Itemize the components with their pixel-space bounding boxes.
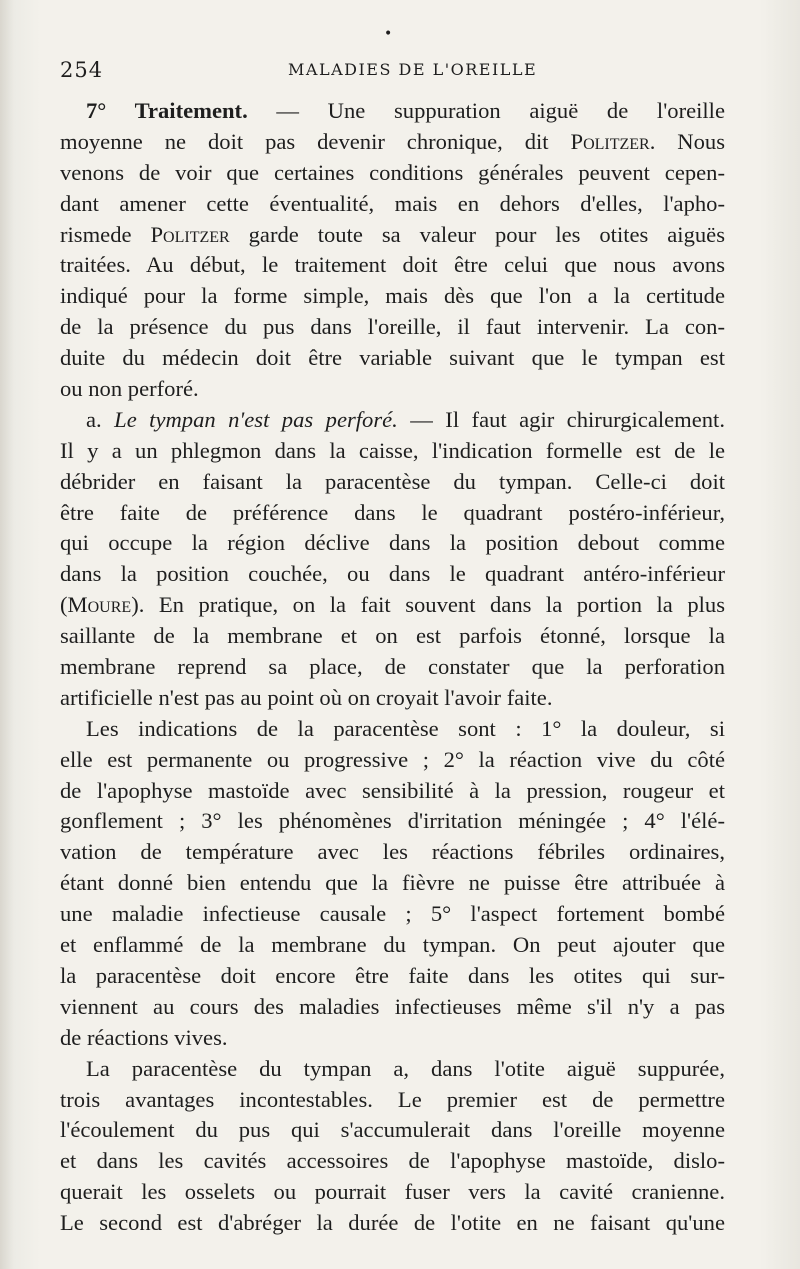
text-line: querait les osselets ou pourrait fuser vers la cavité cranienne. bbox=[60, 1179, 725, 1205]
text-line: La paracentèse du tympan a, dans l'otite aiguë suppurée, bbox=[86, 1055, 725, 1081]
section-heading: 7° Traitement. bbox=[86, 98, 248, 123]
text-fragment: ). En pratique, on la fait souvent dans la portion la plus bbox=[131, 592, 725, 618]
text-fragment: — Il faut agir chirurgicalement. bbox=[397, 406, 725, 432]
text-line bbox=[60, 590, 725, 621]
text-line: et enflammé de la membrane du tympan. On peut ajouter que bbox=[60, 932, 725, 958]
text-fragment: — Une suppuration aiguë de l'oreille bbox=[247, 98, 725, 123]
body-text bbox=[60, 96, 725, 1239]
text-line: dans la position couchée, ou dans le quadrant antéro-inférieur bbox=[60, 561, 725, 587]
text-fragment: . Nous bbox=[649, 128, 726, 154]
text-line: trois avantages incontestables. Le premier est de permettre bbox=[60, 1086, 725, 1112]
text-line: viennent au cours des maladies infectieuses même s'il n'y a pas bbox=[60, 993, 725, 1019]
header-dot: • bbox=[384, 26, 394, 42]
text-line: Le second est d'abréger la durée de l'otite en ne faisant qu'une bbox=[60, 1210, 725, 1236]
text-line: dant amener cette éventualité, mais en dehors d'elles, l'apho- bbox=[60, 190, 725, 216]
running-title: MALADIES DE L'OREILLE bbox=[288, 60, 538, 79]
text-fragment: garde toute sa valeur pour les otites aiguës bbox=[248, 221, 725, 247]
text-line: et dans les cavités accessoires de l'apophyse mastoïde, dislo- bbox=[60, 1148, 725, 1174]
author-name: Politzer bbox=[570, 128, 650, 154]
text-line bbox=[60, 405, 725, 436]
text-line: traitées. Au début, le traitement doit être celui que nous avons bbox=[60, 252, 725, 278]
text-line: l'écoulement du pus qui s'accumulerait dans l'oreille moyenne bbox=[60, 1117, 725, 1143]
text-line: de réactions vives. bbox=[60, 1024, 228, 1050]
author-name: Politzer bbox=[150, 221, 230, 247]
text-line: débrider en faisant la paracentèse du tympan. Celle-ci doit bbox=[60, 468, 725, 494]
text-fragment: moyenne ne doit pas devenir chronique, dit bbox=[60, 128, 549, 154]
text-line: la paracentèse doit encore être faite dans les otites qui sur- bbox=[60, 962, 725, 988]
subheading: Le tympan n'est pas perforé. bbox=[114, 406, 398, 432]
text-line: elle est permanente ou progressive ; 2° la réaction vive du côté bbox=[60, 746, 725, 772]
text-line: indiqué pour la forme simple, mais dès que l'on a la certitude bbox=[60, 283, 725, 309]
text-line: gonflement ; 3° les phénomènes d'irritation méningée ; 4° l'élé- bbox=[60, 808, 725, 834]
text-fragment: ( bbox=[60, 592, 68, 618]
text-line: vation de température avec les réactions fébriles ordinaires, bbox=[60, 839, 725, 865]
page-number: 254 bbox=[60, 58, 104, 82]
text-line: une maladie infectieuse causale ; 5° l'aspect fortement bombé bbox=[60, 901, 725, 927]
text-line bbox=[60, 96, 725, 127]
text-line: étant donné bien entendu que la fièvre ne puisse être attribuée à bbox=[60, 870, 725, 896]
text-line bbox=[60, 220, 725, 251]
text-line: de la présence du pus dans l'oreille, il faut intervenir. La con- bbox=[60, 314, 725, 340]
text-line: artificielle n'est pas au point où on croyait l'avoir faite. bbox=[60, 684, 553, 710]
list-label: a. bbox=[86, 406, 102, 432]
text-line bbox=[60, 127, 725, 158]
text-line: membrane reprend sa place, de constater que la perforation bbox=[60, 654, 725, 680]
text-line: duite du médecin doit être variable suivant que le tympan est bbox=[60, 345, 725, 371]
text-line: qui occupe la région déclive dans la position debout comme bbox=[60, 530, 725, 556]
text-line: venons de voir que certaines conditions générales peuvent cepen- bbox=[60, 159, 725, 185]
text-line: Il y a un phlegmon dans la caisse, l'indication formelle est de le bbox=[60, 437, 725, 463]
author-name: Moure bbox=[67, 592, 132, 618]
text-line: ou non perforé. bbox=[60, 376, 199, 402]
text-line: être faite de préférence dans le quadrant postéro-inférieur, bbox=[60, 499, 725, 525]
text-line: saillante de la membrane et on est parfois étonné, lorsque la bbox=[60, 623, 725, 649]
text-fragment: rismede bbox=[60, 221, 132, 247]
text-line: Les indications de la paracentèse sont : 1° la douleur, si bbox=[86, 715, 725, 741]
page-header bbox=[60, 26, 725, 86]
text-line: de l'apophyse mastoïde avec sensibilité à la pression, rougeur et bbox=[60, 777, 725, 803]
